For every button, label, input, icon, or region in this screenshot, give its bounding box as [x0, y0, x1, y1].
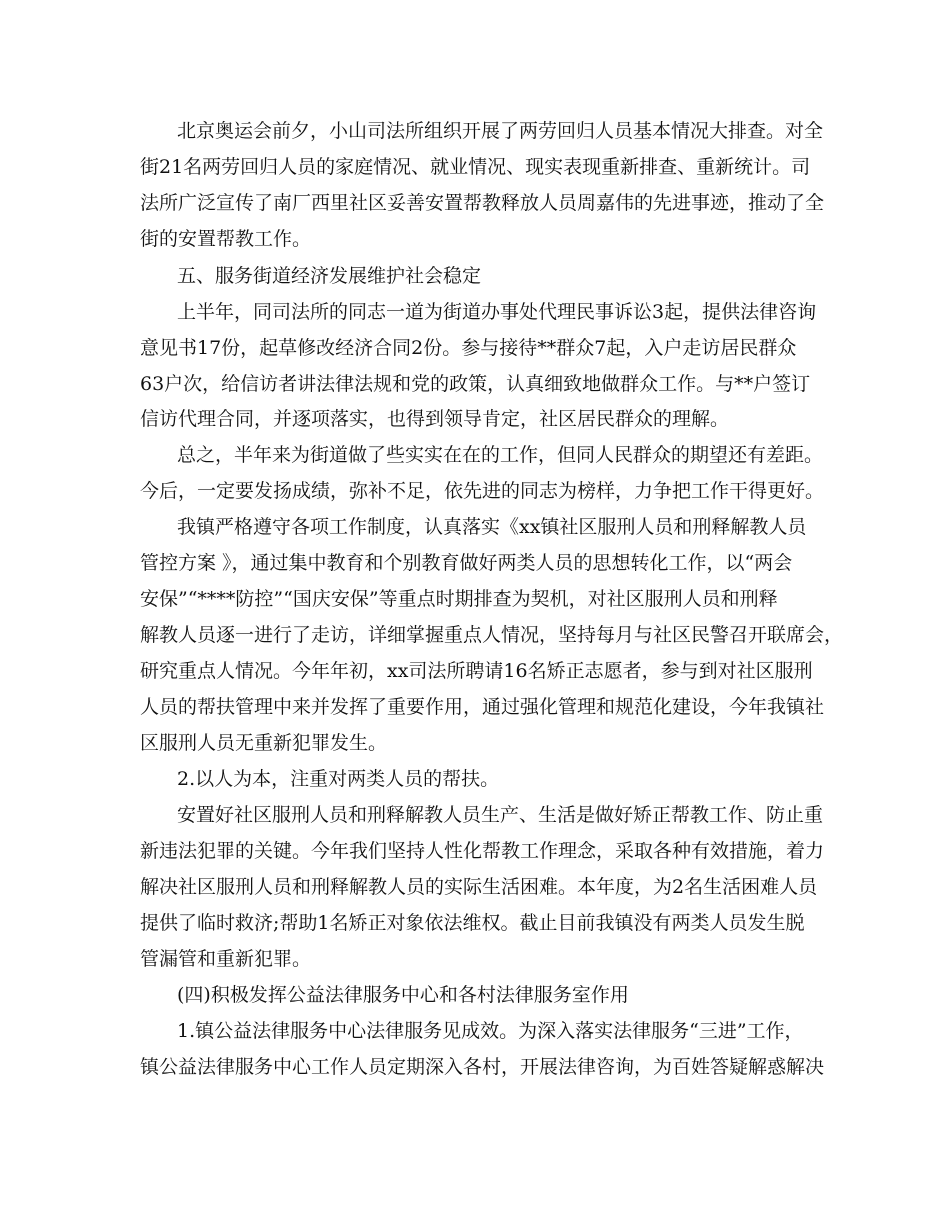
text-line: 北京奥运会前夕，小山司法所组织开展了两劳回归人员基本情况大排查。对全	[177, 120, 824, 142]
text-line: 我镇严格遵守各项工作制度，认真落实《xx镇社区服刑人员和刑释解教人员	[177, 516, 807, 538]
text-line: 法所广泛宣传了南厂西里社区妥善安置帮教释放人员周嘉伟的先进事迹，推动了全	[140, 192, 825, 214]
section-heading: 五、服务街道经济发展维护社会稳定	[177, 265, 482, 287]
text-line: 街21名两劳回归人员的家庭情况、就业情况、现实表现重新排查、重新统计。司	[140, 156, 811, 178]
text-line: 提供了临时救济;帮助1名矫正对象依法维权。截止目前我镇没有两类人员发生脱	[140, 912, 805, 934]
section-heading: (四)积极发挥公益法律服务中心和各村法律服务室作用	[177, 984, 629, 1006]
text-line: 新违法犯罪的关键。今年我们坚持人性化帮教工作理念，采取各种有效措施，着力	[140, 840, 825, 862]
text-line: 研究重点人情况。今年年初，xx司法所聘请16名矫正志愿者，参与到对社区服刑	[140, 660, 813, 682]
text-line: 区服刑人员无重新犯罪发生。	[140, 732, 388, 754]
text-line: 信访代理合同，并逐项落实，也得到领导肯定，社区居民群众的理解。	[140, 408, 730, 430]
text-line: 管控方案 》，通过集中教育和个别教育做好两类人员的思想转化工作，以“两会	[140, 552, 793, 574]
text-line: 63户次，给信访者讲法律法规和党的政策，认真细致地做群众工作。与**户签订	[140, 373, 811, 395]
text-line: 街的安置帮教工作。	[140, 228, 312, 250]
text-line: 管漏管和重新犯罪。	[140, 948, 312, 970]
text-line: 安置好社区服刑人员和刑释解教人员生产、生活是做好矫正帮教工作、防止重	[177, 804, 824, 826]
text-line: 安保”“****防控”“国庆安保”等重点时期排查为契机，对社区服刑人员和刑释	[140, 588, 778, 610]
text-line: 总之，半年来为街道做了些实实在在的工作，但同人民群众的期望还有差距。	[177, 444, 824, 466]
text-line: 意见书17份，起草修改经济合同2份。参与接待**群众7起，入户走访居民群众	[140, 337, 797, 359]
text-line: 1.镇公益法律服务中心法律服务见成效。为深入落实法律服务“三进”工作，	[177, 1020, 804, 1042]
text-line: 上半年，同司法所的同志一道为街道办事处代理民事诉讼3起，提供法律咨询	[177, 301, 817, 323]
section-heading: 2.以人为本，注重对两类人员的帮扶。	[177, 768, 500, 790]
text-line: 镇公益法律服务中心工作人员定期深入各村，开展法律咨询，为百姓答疑解惑解决	[140, 1056, 825, 1078]
text-line: 今后，一定要发扬成绩，弥补不足，依先进的同志为榜样，力争把工作干得更好。	[140, 480, 825, 502]
text-line: 人员的帮扶管理中来并发挥了重要作用，通过强化管理和规范化建设，今年我镇社	[140, 696, 825, 718]
text-line: 解决社区服刑人员和刑释解教人员的实际生活困难。本年度，为2名生活困难人员	[140, 876, 818, 898]
text-line: 解教人员逐一进行了走访，详细掌握重点人情况，坚持每月与社区民警召开联席会，	[140, 624, 844, 646]
